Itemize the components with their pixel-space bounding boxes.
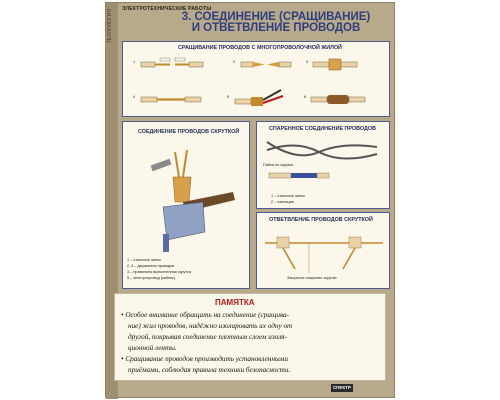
branch-caption: Защитное покрытие скрутки: [287, 276, 337, 280]
twist-legend-4: 5 – электропровод (кабель): [127, 276, 176, 280]
splice-step-3: [313, 59, 357, 70]
panel-twist-title: СОЕДИНЕНИЕ ПРОВОДОВ СКРУТКОЙ: [138, 129, 240, 135]
memo-line-4: ционной ленты.: [128, 344, 177, 352]
solder-label: Пайка по скрутке: [263, 163, 294, 167]
subject-heading: ЭЛЕКТРОТЕХНИЧЕСКИЕ РАБОТЫ: [122, 6, 212, 12]
step-label-2: 2: [233, 60, 236, 64]
poster: [105, 2, 395, 398]
panel-branch-connection: [256, 212, 390, 289]
step-label-4: 4: [133, 95, 136, 99]
memo-line-3: другой, покрывая соединение плотным слоем изоля-: [128, 333, 287, 341]
memo-title: ПАМЯТКА: [215, 298, 255, 307]
solder-legend-1: 1 – стальные жилы: [271, 194, 305, 198]
panel-twist-connection: [122, 121, 250, 289]
memo-line-5: • Сращивание проводов производить установленными: [121, 355, 288, 363]
step-label-6: 6: [304, 95, 307, 99]
title-line-2: И ОТВЕТВЛЕНИЕ ПРОВОДОВ: [191, 22, 361, 34]
panel-paired-connection: [256, 121, 390, 209]
memo-line-6: приёмами, соблюдая правила техники безопасности.: [128, 366, 291, 374]
panel-paired-title: СПАРЕННОЕ СОЕДИНЕНИЕ ПРОВОДОВ: [269, 126, 376, 132]
memo-line-1: • Особое внимание обращать на соединение (сращива-: [121, 311, 290, 319]
splice-step-6: [311, 95, 365, 104]
step-label-5: 5: [227, 95, 230, 99]
memo-line-2: ние) жил проводов, надёжно изолировать их одну от: [128, 322, 293, 330]
publisher-logo: СПЕКТР: [332, 385, 352, 390]
panel-splicing-title: СРАЩИВАНИЕ ПРОВОДОВ С МНОГОПРОВОЛОЧНОЙ ЖИЛОЙ: [178, 45, 342, 51]
splice-step-4: [141, 97, 201, 102]
splicing-illustration: [123, 42, 391, 118]
poster-title: [166, 12, 386, 34]
splice-step-1: [141, 58, 203, 67]
splice-step-2: [241, 62, 291, 67]
panel-branch-title: ОТВЕТВЛЕНИЕ ПРОВОДОВ СКРУТКОЙ: [269, 217, 373, 223]
publisher-info: [356, 384, 392, 395]
memo-box: [114, 293, 386, 381]
step-label-3: 3: [306, 60, 309, 64]
side-label: ТЕХНОЛОГИЯ: [107, 9, 113, 44]
step-label-1: 1: [133, 60, 136, 64]
title-line-1: 3. СОЕДИНЕНИЕ (СРАЩИВАНИЕ): [181, 11, 371, 23]
panel-splicing-stranded: [122, 41, 390, 117]
solder-legend-2: 2 – изоляция: [271, 200, 294, 204]
twist-legend-1: 1 – стальные жилы: [127, 258, 161, 262]
twist-legend-2: 2, 4 – держатели проводов: [127, 264, 175, 268]
splice-step-5: [235, 90, 283, 106]
twist-legend-3: 3 – правильно выполненная скрутка: [127, 270, 192, 274]
